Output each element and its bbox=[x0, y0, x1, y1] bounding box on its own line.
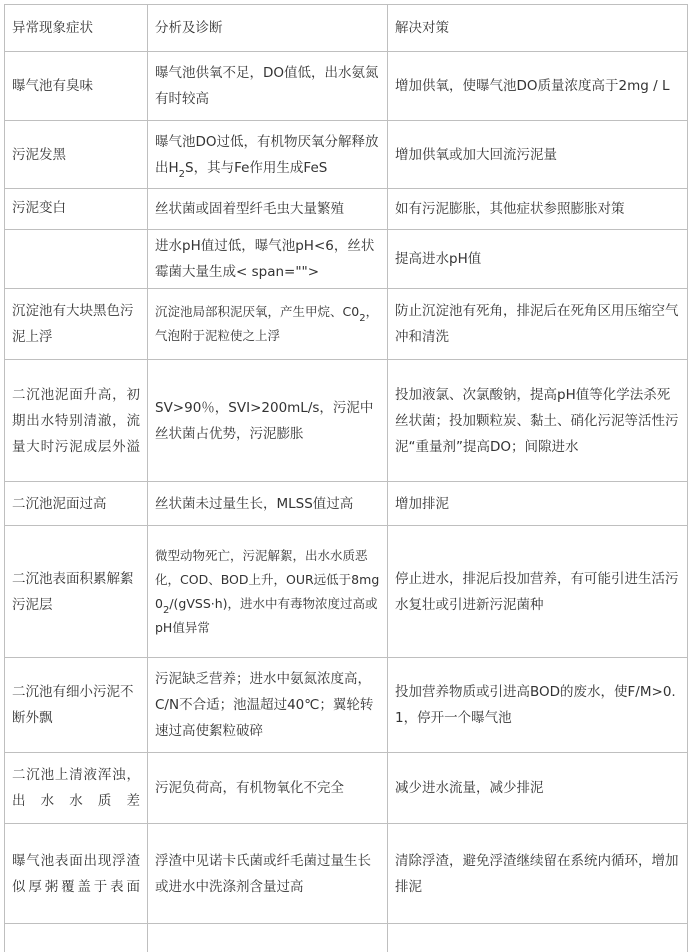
analysis-cell: 污泥缺乏营养；进水中氨氮浓度高，C/N不合适；池温超过40℃；翼轮转速过高使絮粒破碎 bbox=[148, 658, 388, 753]
symptom-cell: 二沉池上清液浑浊，出水水质差 bbox=[5, 753, 148, 824]
symptom-cell: 二沉池表面积累解絮污泥层 bbox=[5, 526, 148, 658]
header-solution: 解决对策 bbox=[388, 5, 688, 52]
table-header-row bbox=[5, 5, 688, 52]
symptom-cell bbox=[5, 230, 148, 289]
analysis-cell: 污泥负荷高，有机物氧化不完全 bbox=[148, 753, 388, 824]
solution-cell: 增加供氧或加大回流污泥量 bbox=[388, 121, 688, 189]
subscript: 2 bbox=[359, 313, 366, 324]
solution-cell: 防止沉淀池有死角，排泥后在死角区用压缩空气冲和清洗 bbox=[388, 289, 688, 360]
table-row bbox=[5, 482, 688, 526]
solution-cell: 清除浮渣，避免浮渣继续留在系统内循环，增加排泥 bbox=[388, 824, 688, 924]
symptom-cell: 二沉池有细小污泥不断外飘 bbox=[5, 658, 148, 753]
analysis-cell bbox=[148, 121, 388, 189]
table-row bbox=[5, 52, 688, 121]
solution-cell: 提高进水pH值 bbox=[388, 230, 688, 289]
symptom-cell: 二沉池泥面过高 bbox=[5, 482, 148, 526]
solution-cell: 停止进水，排泥后投加营养，有可能引进生活污水复壮或引进新污泥菌种 bbox=[388, 526, 688, 658]
analysis-cell: SV>90％，SVI>200mL/s，污泥中丝状菌占优势，污泥膨胀 bbox=[148, 360, 388, 482]
subscript: 2 bbox=[162, 604, 170, 616]
analysis-text: ，气泡附于泥粒使之上浮 bbox=[155, 304, 379, 343]
subscript: 2 bbox=[178, 168, 186, 180]
symptom-cell: 污泥变白 bbox=[5, 189, 148, 230]
table-row bbox=[5, 189, 688, 230]
table-row-partial bbox=[5, 924, 688, 952]
analysis-text: 曝气池DO过低，有机物厌氧分解释放出H bbox=[155, 133, 379, 176]
header-symptom: 异常现象症状 bbox=[5, 5, 148, 52]
table-row bbox=[5, 658, 688, 753]
solution-cell: 投加液氯、次氯酸钠，提高pH值等化学法杀死丝状菌；投加颗粒炭、黏土、硝化污泥等活性污泥“重量剂”提高DO；间隙进水 bbox=[388, 360, 688, 482]
analysis-cell bbox=[148, 289, 388, 360]
analysis-text: /(gVSS·h)，进水中有毒物浓度过高或pH值异常 bbox=[155, 595, 378, 635]
symptom-cell: 污泥发黑 bbox=[5, 121, 148, 189]
solution-cell: 投加营养物质或引进高BOD的废水，使F/M>0.1，停开一个曝气池 bbox=[388, 658, 688, 753]
symptom-cell: 曝气池有臭味 bbox=[5, 52, 148, 121]
analysis-cell: 进水pH值过低，曝气池pH<6，丝状霉菌大量生成< span=""> bbox=[148, 230, 388, 289]
solution-cell bbox=[388, 924, 688, 952]
solution-cell: 如有污泥膨胀，其他症状参照膨胀对策 bbox=[388, 189, 688, 230]
analysis-text: 微型动物死亡，污泥解絮，出水水质恶化，COD、BOD上升，OUR远低于8mg0 bbox=[155, 547, 380, 611]
analysis-cell: 丝状菌未过量生长，MLSS值过高 bbox=[148, 482, 388, 526]
analysis-cell: 浮渣中见诺卡氏菌或纤毛菌过量生长或进水中洗涤剂含量过高 bbox=[148, 824, 388, 924]
header-analysis: 分析及诊断 bbox=[148, 5, 388, 52]
analysis-cell bbox=[148, 924, 388, 952]
solution-cell: 增加供氧，使曝气池DO质量浓度高于2mg / L bbox=[388, 52, 688, 121]
analysis-cell: 丝状菌或固着型纤毛虫大量繁殖 bbox=[148, 189, 388, 230]
analysis-text: 沉淀池局部积泥厌氧，产生甲烷、C0 bbox=[155, 304, 360, 319]
table-row bbox=[5, 824, 688, 924]
table-row bbox=[5, 289, 688, 360]
table-row bbox=[5, 360, 688, 482]
table-row bbox=[5, 230, 688, 289]
symptom-cell: 二沉池泥面升高，初期出水特别清澈，流量大时污泥成层外溢 bbox=[5, 360, 148, 482]
symptom-cell: 沉淀池有大块黑色污泥上浮 bbox=[5, 289, 148, 360]
symptom-cell: 曝气池表面出现浮渣似厚粥覆盖于表面 bbox=[5, 824, 148, 924]
diagnosis-table bbox=[4, 4, 688, 952]
solution-cell: 增加排泥 bbox=[388, 482, 688, 526]
analysis-cell bbox=[148, 526, 388, 658]
symptom-cell bbox=[5, 924, 148, 952]
analysis-text: S，其与Fe作用生成FeS bbox=[185, 159, 328, 176]
analysis-cell: 曝气池供氧不足，DO值低，出水氨氮有时较高 bbox=[148, 52, 388, 121]
table-row bbox=[5, 121, 688, 189]
solution-cell: 减少进水流量，减少排泥 bbox=[388, 753, 688, 824]
table-row bbox=[5, 753, 688, 824]
table-row bbox=[5, 526, 688, 658]
